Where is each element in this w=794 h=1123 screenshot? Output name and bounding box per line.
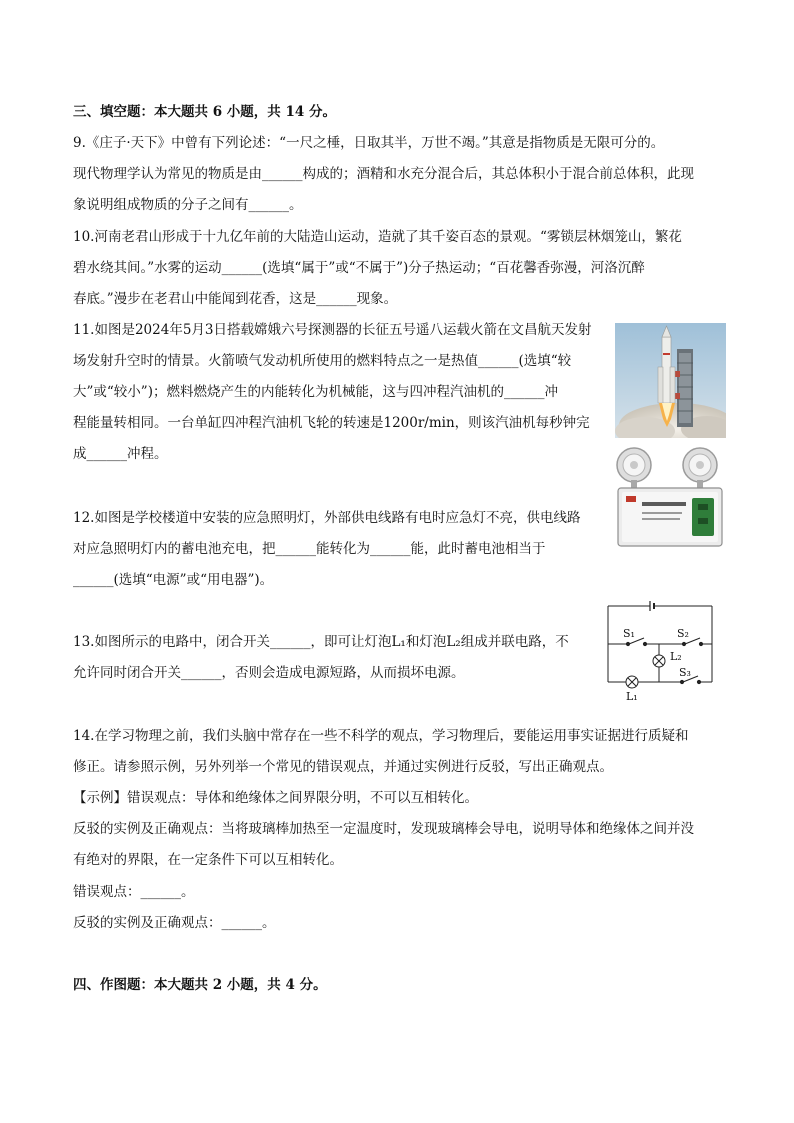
q11-line-4: 程能量转相同。一台单缸四冲程汽油机飞轮的转速是1200r/min，则该汽油机每秒钟完 [73, 415, 590, 431]
q11-line-5: 成______冲程。 [73, 446, 168, 462]
label-s2: S₂ [677, 627, 689, 640]
q10-line-3: 春底。”漫步在老君山中能闻到花香，这是______现象。 [73, 291, 398, 307]
section-4-title: 四、作图题：本大题共 2 小题，共 4 分。 [73, 977, 327, 993]
q11-line-1: 11.如图是2024年5月3日搭载嫦娥六号探测器的长征五号遥八运载火箭在文昌航天发射 [73, 322, 592, 338]
q14-line-7: 反驳的实例及正确观点：______。 [73, 915, 276, 931]
q14-line-2: 修正。请参照示例，另外列举一个常见的错误观点，并通过实例进行反驳，写出正确观点。 [73, 759, 613, 775]
label-l2: L₂ [670, 650, 682, 663]
label-s3: S₃ [679, 666, 691, 679]
q9-line-1: 9.《庄子·天下》中曾有下列论述：“一尺之棰，日取其半，万世不竭。”其意是指物质是无限可分的。 [73, 135, 665, 151]
q14-line-4: 反驳的实例及正确观点：当将玻璃棒加热至一定温度时，发现玻璃棒会导电，说明导体和绝缘体之间并没 [73, 821, 694, 837]
emergency-light-image [612, 446, 725, 548]
q9-line-3: 象说明组成物质的分子之间有______。 [73, 197, 303, 213]
section-3-title: 三、填空题：本大题共 6 小题，共 14 分。 [73, 104, 336, 120]
q11-line-2: 场发射升空时的情景。火箭喷气发动机所使用的燃料特点之一是热值______(选填“较 [73, 353, 572, 369]
q14-line-3: 【示例】错误观点：导体和绝缘体之间界限分明，不可以互相转化。 [73, 790, 478, 806]
rocket-launch-image [615, 323, 726, 438]
circuit-diagram [604, 598, 716, 706]
q14-line-1: 14.在学习物理之前，我们头脑中常存在一些不科学的观点，学习物理后，要能运用事实证据进行质疑和 [73, 728, 689, 744]
q13-line-2: 允许同时闭合开关______，否则会造成电源短路，从而损坏电源。 [73, 665, 465, 681]
q14-line-5: 有绝对的界限，在一定条件下可以互相转化。 [73, 852, 343, 868]
label-s1: S₁ [623, 627, 635, 640]
label-l1: L₁ [626, 690, 638, 703]
q13-line-1: 13.如图所示的电路中，闭合开关______，即可让灯泡L₁和灯泡L₂组成并联电路，不 [73, 634, 569, 650]
q10-line-1: 10.河南老君山形成于十九亿年前的大陆造山运动，造就了其千姿百态的景观。“雾锁层林烟笼山，繁花 [73, 229, 682, 245]
q12-line-2: 对应急照明灯内的蓄电池充电，把______能转化为______能，此时蓄电池相当于 [73, 541, 546, 557]
q12-line-3: ______(选填“电源”或“用电器”)。 [73, 572, 274, 588]
q12-line-1: 12.如图是学校楼道中安装的应急照明灯，外部供电线路有电时应急灯不亮，供电线路 [73, 510, 581, 526]
q10-line-2: 碧水绕其间。”水雾的运动______(选填“属于”或“不属于”)分子热运动；“百花馨香弥漫，河洛沉醉 [73, 260, 645, 276]
q9-line-2: 现代物理学认为常见的物质是由______构成的；酒精和水充分混合后，其总体积小于混合前总体积，此现 [73, 166, 694, 182]
q11-line-3: 大”或“较小”)；燃料燃烧产生的内能转化为机械能，这与四冲程汽油机的______冲 [73, 384, 558, 400]
q14-line-6: 错误观点：______。 [73, 884, 195, 900]
